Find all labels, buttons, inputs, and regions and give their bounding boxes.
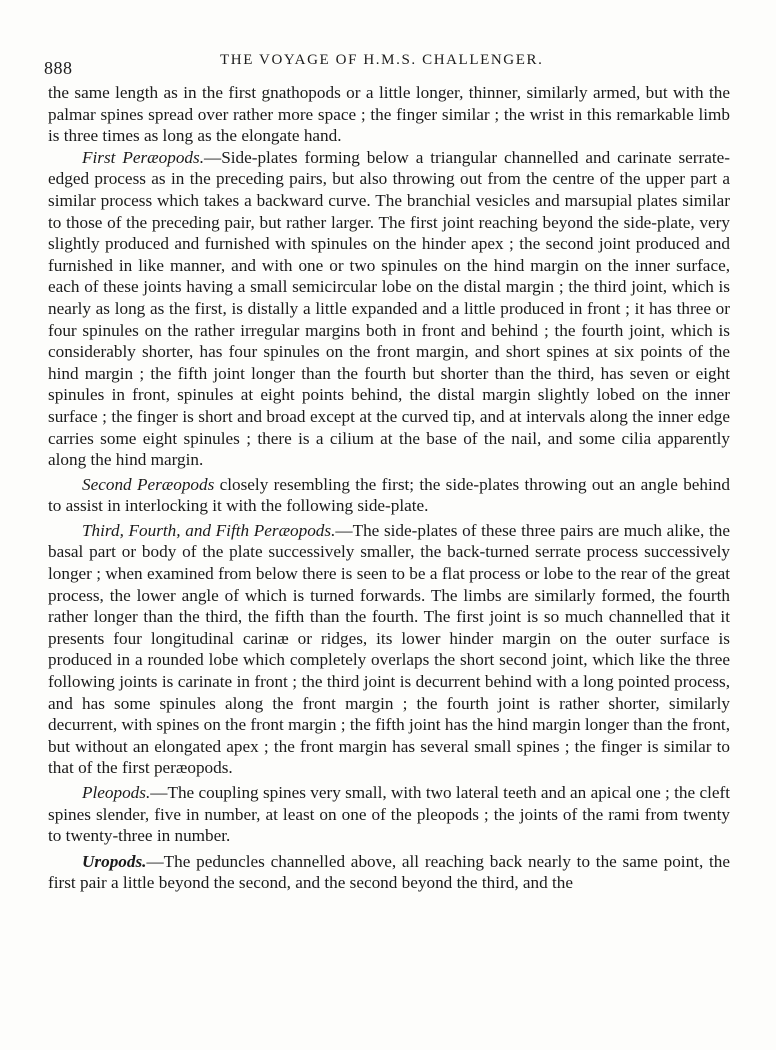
section-heading: First Peræopods. xyxy=(82,147,204,167)
running-title: THE VOYAGE OF H.M.S. CHALLENGER. xyxy=(220,52,544,68)
paragraph-uropods xyxy=(48,851,730,894)
section-heading: Third, Fourth, and Fifth Peræopods. xyxy=(82,520,336,540)
section-heading: Pleopods. xyxy=(82,783,151,802)
paragraph-text: —The side-plates of these three pairs are much alike, the basal part or body of the plate successively smaller, the back-turned serrate process successively longer ; when examined from below there is seen to be a flat process or lobe to the rear of the great process, the lower angle of which is turned forwards. The limbs are similarly formed, the fourth rather longer than the third, the fifth than the fourth. The first joint is so much channelled that it presents four longitudinal carinæ or ridges, its lower hinder margin on the outer surface is produced in a rounded lobe which completely overlaps the short second joint, which like the three following joints is carinate in front ; the third joint is decurrent behind with a long pointed process, and has some spinules along the front margin ; the fourth joint is rather shorter, similarly decurrent, with spines on the front margin ; the fifth joint has the hind margin longer than the front, but without an elongated apex ; the front margin has several small spines ; the finger is similar to that of the first peræopods. xyxy=(48,520,730,778)
paragraph-pleopods xyxy=(48,782,730,847)
page-header xyxy=(44,48,734,78)
paragraph-text: closely resembling the first; the side-plates throwing out an angle behind to assist in interlocking it with the following side-plate. xyxy=(48,474,730,516)
paragraph-third-fourth-fifth-peraeopods xyxy=(48,520,730,779)
paragraph-text: —Side-plates forming below a triangular channelled and carinate serrate-edged process as in the preceding pairs, but also throwing out from the centre of the upper part a similar process which takes a backward curve. The branchial vesicles and marsupial plates similar to those of the preceding pair, but rather larger. The first joint reaching beyond the side-plate, very slightly produced and furnished with spinules on the hinder apex ; the second joint produced and furnished in like manner, and with one or two spinules on the hind margin on the inner surface, each of these joints having a small semicircular lobe on the distal margin ; the third joint, which is nearly as long as the first, is distally a little expanded and a little produced in front ; it has three or four spinules on the rather irregular margins both in front and behind ; the fourth joint, which is considerably shorter, has four spinules on the front margin, and short spines at six points of the hind margin ; the fifth joint longer than the fourth but shorter than the third, has seven or eight spinules in front, spinules at eight points behind, the distal margin slightly lobed on the inner surface ; the finger is short and broad except at the curved tip, and at intervals along the inner edge carries some eight spinules ; there is a cilium at the base of the nail, and some cilia apparently along the hind margin. xyxy=(48,147,730,470)
body-text xyxy=(48,82,730,894)
paragraph-continuation xyxy=(48,82,730,147)
paragraph-first-peraeopods xyxy=(48,147,730,471)
paragraph-second-peraeopods xyxy=(48,474,730,517)
section-heading: Uropods. xyxy=(82,851,147,871)
paragraph-text: —The peduncles channelled above, all reaching back nearly to the same point, the first pair a little beyond the second, and the second beyond the third, and the xyxy=(48,851,730,893)
paragraph-text: —The coupling spines very small, with two lateral teeth and an apical one ; the cleft spines slender, five in number, at least on one of the pleopods ; the joints of the rami from twenty to twenty-three in number. xyxy=(48,783,730,846)
section-heading: Second Peræopods xyxy=(82,474,215,494)
page-number: 888 xyxy=(44,58,73,78)
paragraph-text: the same length as in the first gnathopods or a little longer, thinner, similarly armed, but with the palmar spines spread over rather more space ; the finger similar ; the wrist in this remarkable limb is three times as long as the elongate hand. xyxy=(48,83,730,146)
